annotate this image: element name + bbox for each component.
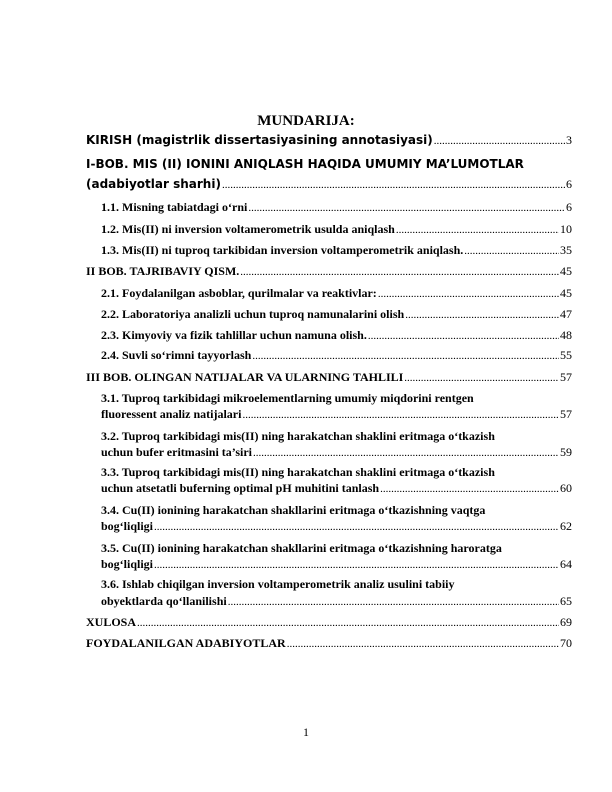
toc-entry-text: bog‘liqligi [101, 557, 154, 571]
toc-leader-dots [404, 370, 559, 387]
toc-entry-1-3[interactable] [101, 242, 572, 260]
toc-page-number: 48 [560, 328, 572, 342]
toc-page-number: 47 [560, 307, 572, 321]
toc-entry-2-2[interactable] [101, 306, 572, 324]
toc-entry-text: KIRISH (magistrlik dissertasiyasining annotasiyasi) [86, 133, 433, 147]
toc-page-number: 45 [560, 286, 572, 300]
toc-entry-1-2[interactable] [101, 221, 572, 239]
toc-page-number: 57 [560, 370, 572, 384]
toc-page-number: 35 [560, 243, 572, 257]
toc-entry-chapter2[interactable] [86, 263, 572, 281]
toc-page-number: 55 [560, 348, 572, 362]
toc-entry-text: 1.2. Mis(II) ni inversion voltamerometrik usulda aniqlash [101, 222, 395, 236]
toc-page-number: 57 [560, 407, 572, 421]
toc-entry-text: XULOSA [86, 615, 137, 629]
toc-entry-text: II BOB. TAJRIBAVIY QISM. [86, 264, 240, 278]
toc-leader-dots [242, 407, 559, 424]
toc-entry-chapter1[interactable] [86, 176, 572, 194]
toc-page-number: 6 [566, 177, 572, 191]
toc-entry-3-1-line1: 3.1. Tuproq tarkibidagi mikroelementlarning umumiy miqdorini rentgen [101, 391, 474, 405]
toc-entry-3-3[interactable] [101, 480, 572, 498]
page-title: MUNDARIJA: [257, 113, 355, 129]
toc-leader-dots [248, 200, 565, 217]
toc-page-number: 6 [566, 200, 572, 214]
toc-entry-3-5-line1: 3.5. Cu(II) ionining harakatchan shakllarini eritmaga o‘tkazishning haroratga [101, 541, 502, 555]
toc-leader-dots [380, 481, 559, 498]
toc-leader-dots [287, 636, 559, 653]
toc-entry-2-4[interactable] [101, 347, 572, 365]
toc-entry-3-4[interactable] [101, 518, 572, 536]
toc-entry-text: 2.1. Foydalanilgan asboblar, qurilmalar va reaktivlar: [101, 286, 377, 300]
toc-entry-2-1[interactable] [101, 285, 572, 303]
toc-entry-3-4-line1: 3.4. Cu(II) ionining harakatchan shakllarini eritmaga o‘tkazishning vaqtga [101, 503, 486, 517]
toc-entry-1-1[interactable] [101, 199, 572, 217]
toc-leader-dots [396, 222, 559, 239]
toc-entry-chapter1-line1: I-BOB. MIS (II) IONINI ANIQLASH HAQIDA UMUMIY MA’LUMOTLAR [86, 157, 524, 171]
toc-entry-text: obyektlarda qo‘llanilishi [101, 594, 227, 608]
toc-entry-3-2-line1: 3.2. Tuproq tarkibidagi mis(II) ning harakatchan shaklini eritmaga o‘tkazish [101, 429, 495, 443]
toc-entry-3-5[interactable] [101, 556, 572, 574]
toc-leader-dots [240, 264, 559, 281]
toc-leader-dots [434, 133, 565, 150]
toc-leader-dots [154, 557, 559, 574]
toc-leader-dots [228, 594, 559, 611]
toc-entry-3-6[interactable] [101, 593, 572, 611]
toc-entry-text: 1.1. Misning tabiatdagi o‘rni [101, 200, 248, 214]
toc-leader-dots [368, 328, 559, 345]
toc-entry-chapter3[interactable] [86, 369, 572, 387]
toc-entry-references[interactable] [86, 635, 572, 653]
toc-entry-kirish[interactable] [86, 132, 572, 150]
toc-entry-text: bog‘liqligi [101, 519, 154, 533]
toc-leader-dots [222, 177, 565, 194]
toc-page-number: 62 [560, 519, 572, 533]
toc-entry-text: FOYDALANILGAN ADABIYOTLAR [86, 636, 286, 650]
toc-page-number: 10 [560, 222, 572, 236]
toc-leader-dots [405, 307, 559, 324]
toc-page-number: 59 [560, 445, 572, 459]
toc-page-number: 64 [560, 557, 572, 571]
toc-entry-text: fluoressent analiz natijalari [101, 407, 242, 421]
toc-leader-dots [464, 243, 559, 260]
toc-entry-text: (adabiyotlar sharhi) [86, 177, 221, 191]
toc-page-number: 69 [560, 615, 572, 629]
toc-entry-2-3[interactable] [101, 327, 572, 345]
toc-entry-text: III BOB. OLINGAN NATIJALAR VA ULARNING TAHLILI [86, 370, 404, 384]
toc-page-number: 65 [560, 594, 572, 608]
toc-page-number: 45 [560, 264, 572, 278]
toc-entry-text: 2.3. Kimyoviy va fizik tahlillar uchun namuna olish. [101, 328, 367, 342]
page-number: 1 [303, 725, 309, 739]
toc-leader-dots [378, 286, 559, 303]
toc-entry-3-1[interactable] [101, 406, 572, 424]
toc-leader-dots [137, 615, 559, 632]
toc-page-number: 70 [560, 636, 572, 650]
toc-entry-3-3-line1: 3.3. Tuproq tarkibidagi mis(II) ning harakatchan shaklini eritmaga o‘tkazish [101, 465, 495, 479]
toc-entry-text: uchun bufer eritmasini ta’siri [101, 445, 253, 459]
toc-entry-3-2[interactable] [101, 444, 572, 462]
toc-entry-text: 1.3. Mis(II) ni tuproq tarkibidan inversion voltamperometrik aniqlash. [101, 243, 464, 257]
toc-leader-dots [252, 348, 559, 365]
toc-entry-text: uchun atsetatli buferning optimal pH muhitini tanlash [101, 481, 380, 495]
toc-leader-dots [253, 445, 559, 462]
toc-entry-3-6-line1: 3.6. Ishlab chiqilgan inversion voltamperometrik analiz usulini tabiiy [101, 577, 455, 591]
toc-page-number: 3 [566, 133, 572, 147]
toc-entry-xulosa[interactable] [86, 614, 572, 632]
toc-entry-text: 2.2. Laboratoriya analizli uchun tuproq namunalarini olish [101, 307, 405, 321]
toc-page-number: 60 [560, 481, 572, 495]
toc-leader-dots [154, 519, 559, 536]
toc-entry-text: 2.4. Suvli so‘rimni tayyorlash [101, 348, 252, 362]
